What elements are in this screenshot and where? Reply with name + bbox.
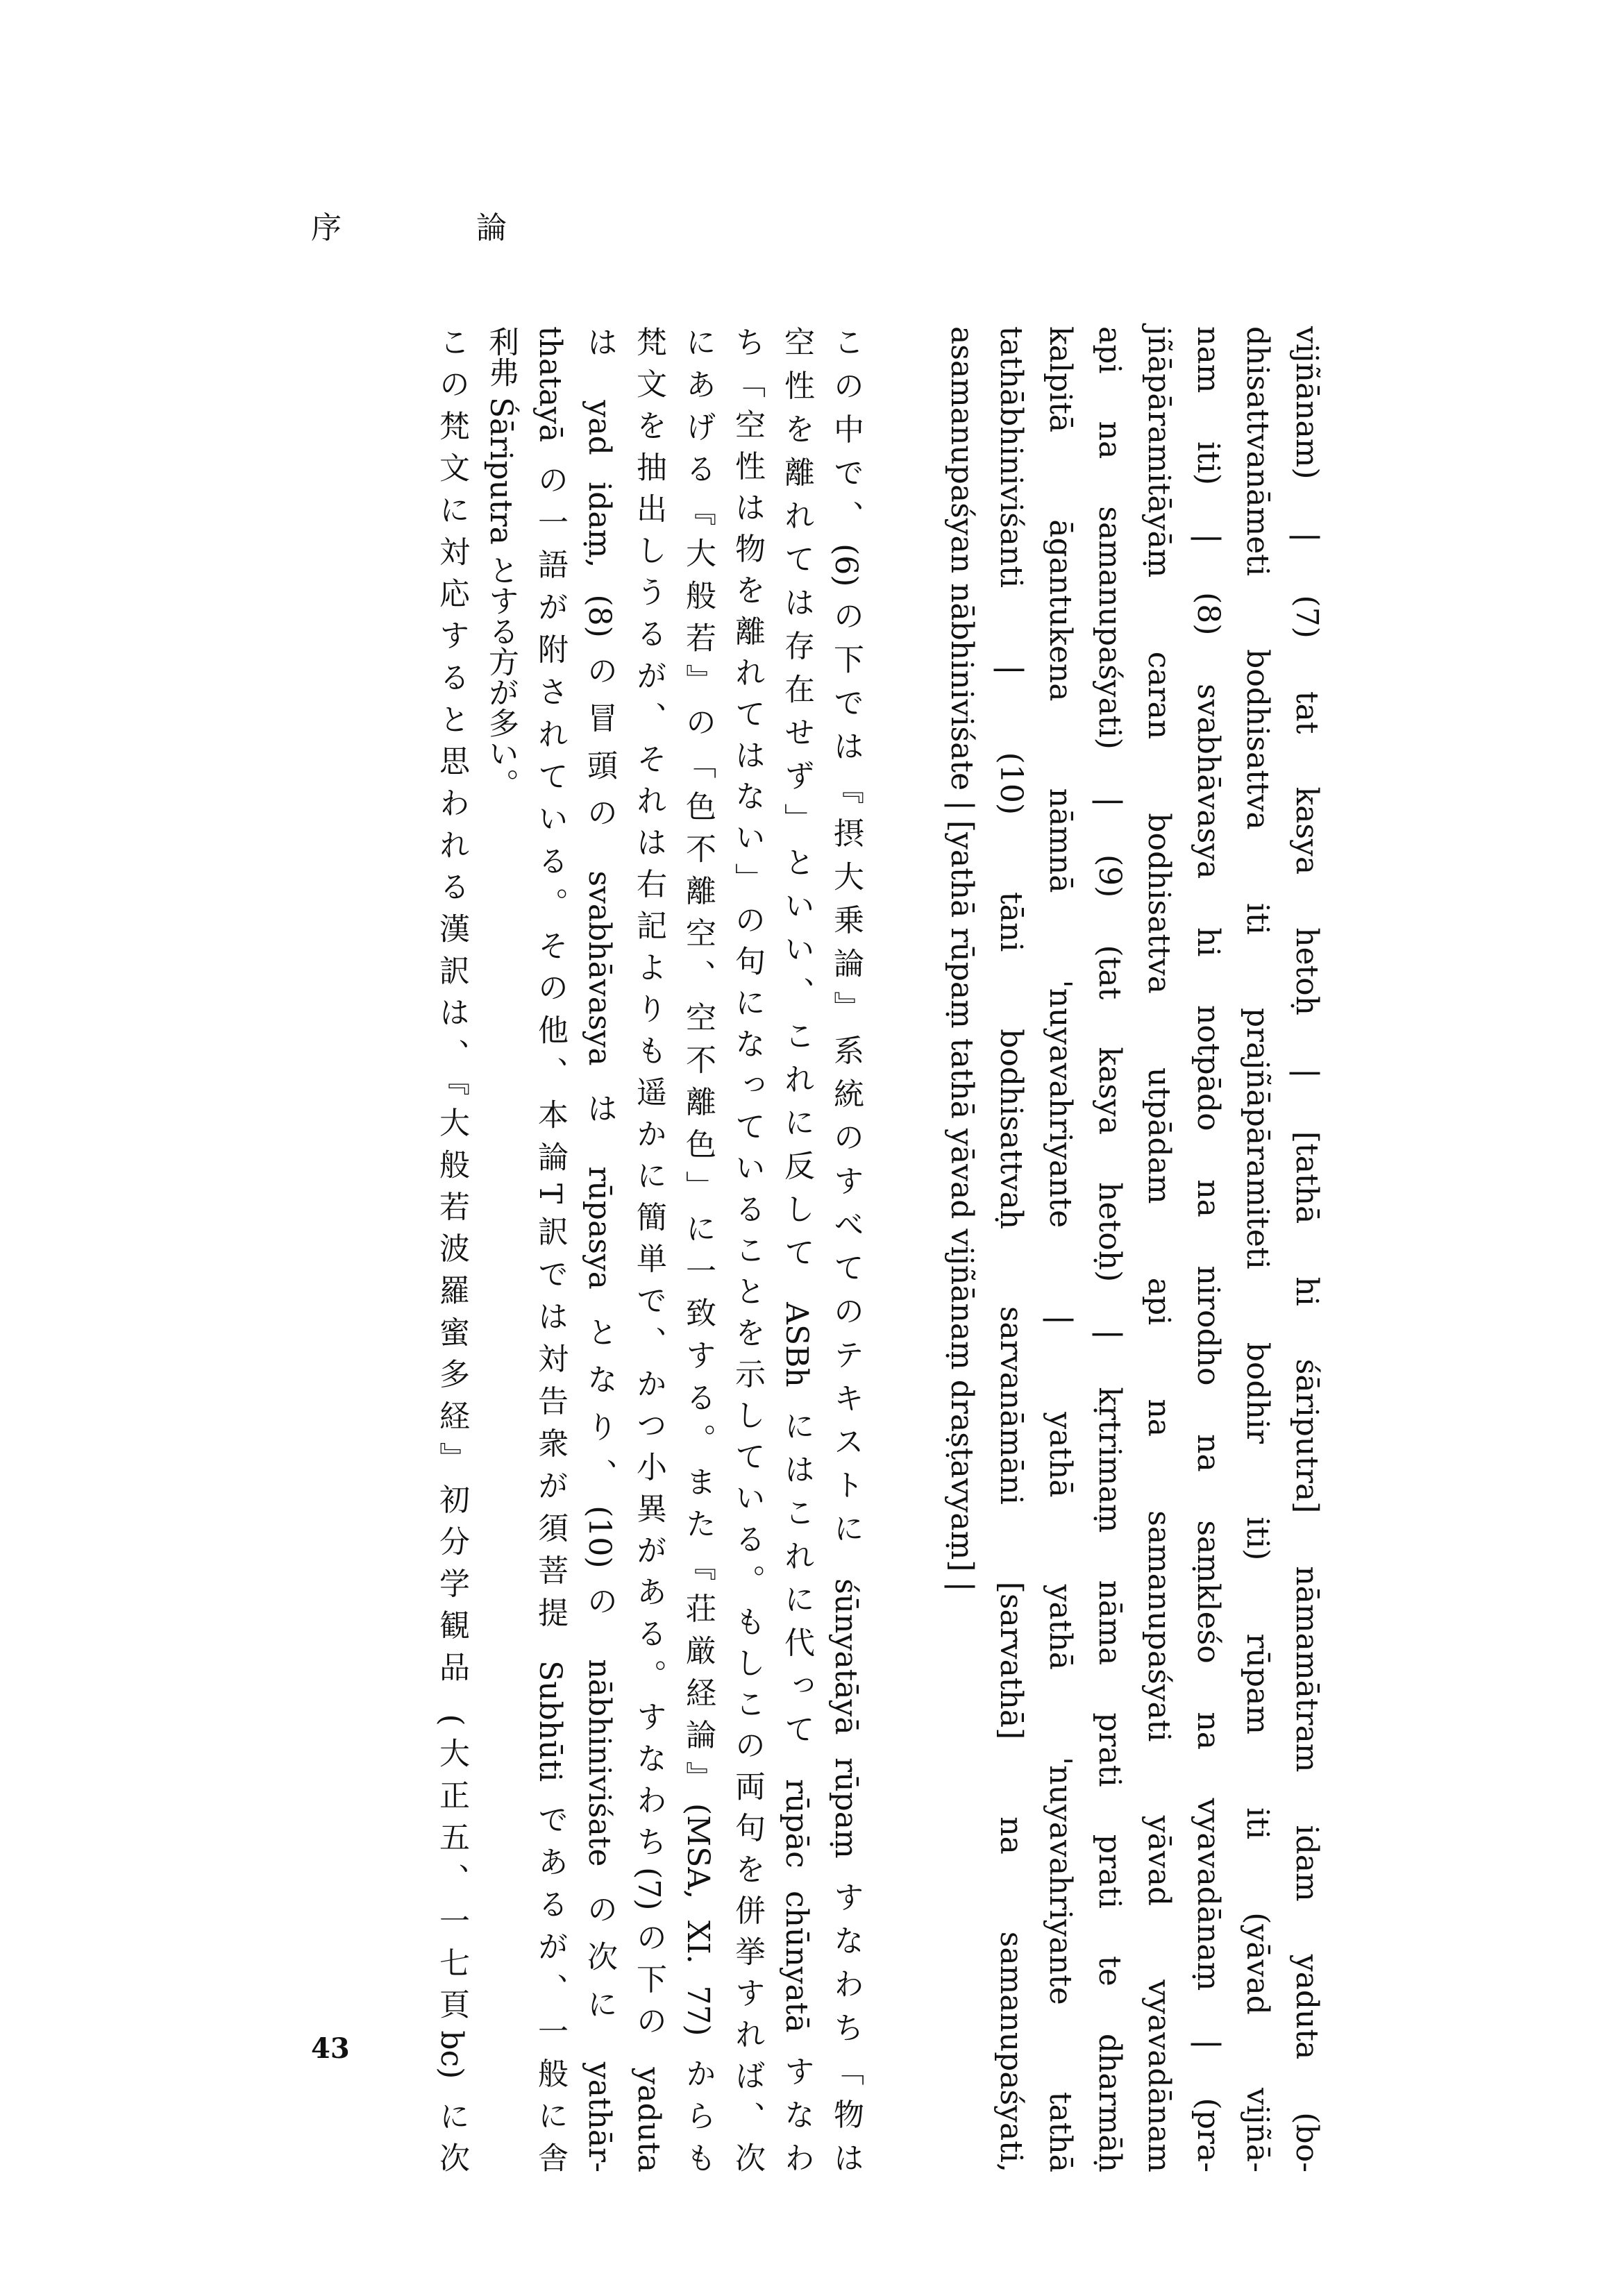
sanskrit-line: asamanupaśyan nābhiniviśate | [yathā rūpaṃ tathā yāvad vijñānaṃ draṣṭavyaṃ] | [944,326,979,1592]
sanskrit-line: nam iti) | (8) svabhāvasya hi notpādo na nirodho na saṃkleśo na vyavadānaṃ | (pra- [1191,326,1226,2172]
paragraph1-line: にあげる『大般若』の「色不離空、空不離色」に一致する。また『荘厳経論』(MSA, XI. 77) からも [680,326,716,2172]
paragraph1-line: ち「空性は物を離れてはない」の句になっていることを示している。もしこの両句を併挙すれば、次 [730,326,765,2172]
paragraph1-line: thatayā の一語が附されている。その他、本論T訳では対告衆が須菩提 Subhūti であるが、一般に舎 [532,326,568,2172]
paragraph-gap [871,326,937,2200]
sanskrit-line: tathābhiniviśanti | (10) tāni bodhisattvaḥ sarvanāmāni [sarvathā] na samanupaśyati, [993,326,1029,2172]
running-header: 序 論 [311,210,569,246]
paragraph1-line: 利弗 Śāriputra とする方が多い。 [483,326,519,799]
vertical-text-block [427,326,1331,2200]
paragraph1-line: は yad idaṃ, (8)の冒頭の svabhāvasya は rūpasya となり、(10)の nābhiniviśate の次に yathār- [582,326,617,2172]
page-number: 43 [311,2032,350,2065]
paragraph1-line: この中で、(6)の下では『摂大乗論』系統のすべてのテキストに śūnyatāyā rūpaṃ すなわち「物は [828,326,864,2172]
sanskrit-line: api na samanupaśyati) | (9) (tat kasya hetoḥ) | kṛtrimaṃ nāma prati prati te dharmāḥ [1092,326,1127,2172]
sanskrit-line: kalpitā āgantukena nāmnā 'nuyavahriyante | yathā yathā 'nuyavahriyante tathā [1043,326,1078,2172]
paragraph1-line: 空性を離れては存在せず」といい、これに反して ASBh にはこれに代って rūpāc chūnyatā すなわ [779,326,814,2172]
paragraph2-line: この梵文に対応すると思われる漢訳は、『大般若波羅蜜多経』初分学観品 (大正五、一七頁bc) に次 [434,326,469,2172]
sanskrit-line: dhisattvanāmeti bodhisattva iti prajñāpāramiteti bodhir iti) rūpam iti (yāvad vijñā- [1240,326,1275,2172]
sanskrit-line: jñāpāramitāyāṃ caran bodhisattva utpādam api na samanupaśyati yāvad vyavadānam [1141,326,1177,2172]
paragraph1-line: 梵文を抽出しうるが、それは右記よりも遥かに簡単で、かつ小異がある。すなわち(7)の下の yaduta [631,326,666,2172]
sanskrit-line: vijñānam) | (7) tat kasya hetoḥ | [tathā hi śāriputra] nāmamātram idam yaduta (bo- [1289,326,1325,2172]
